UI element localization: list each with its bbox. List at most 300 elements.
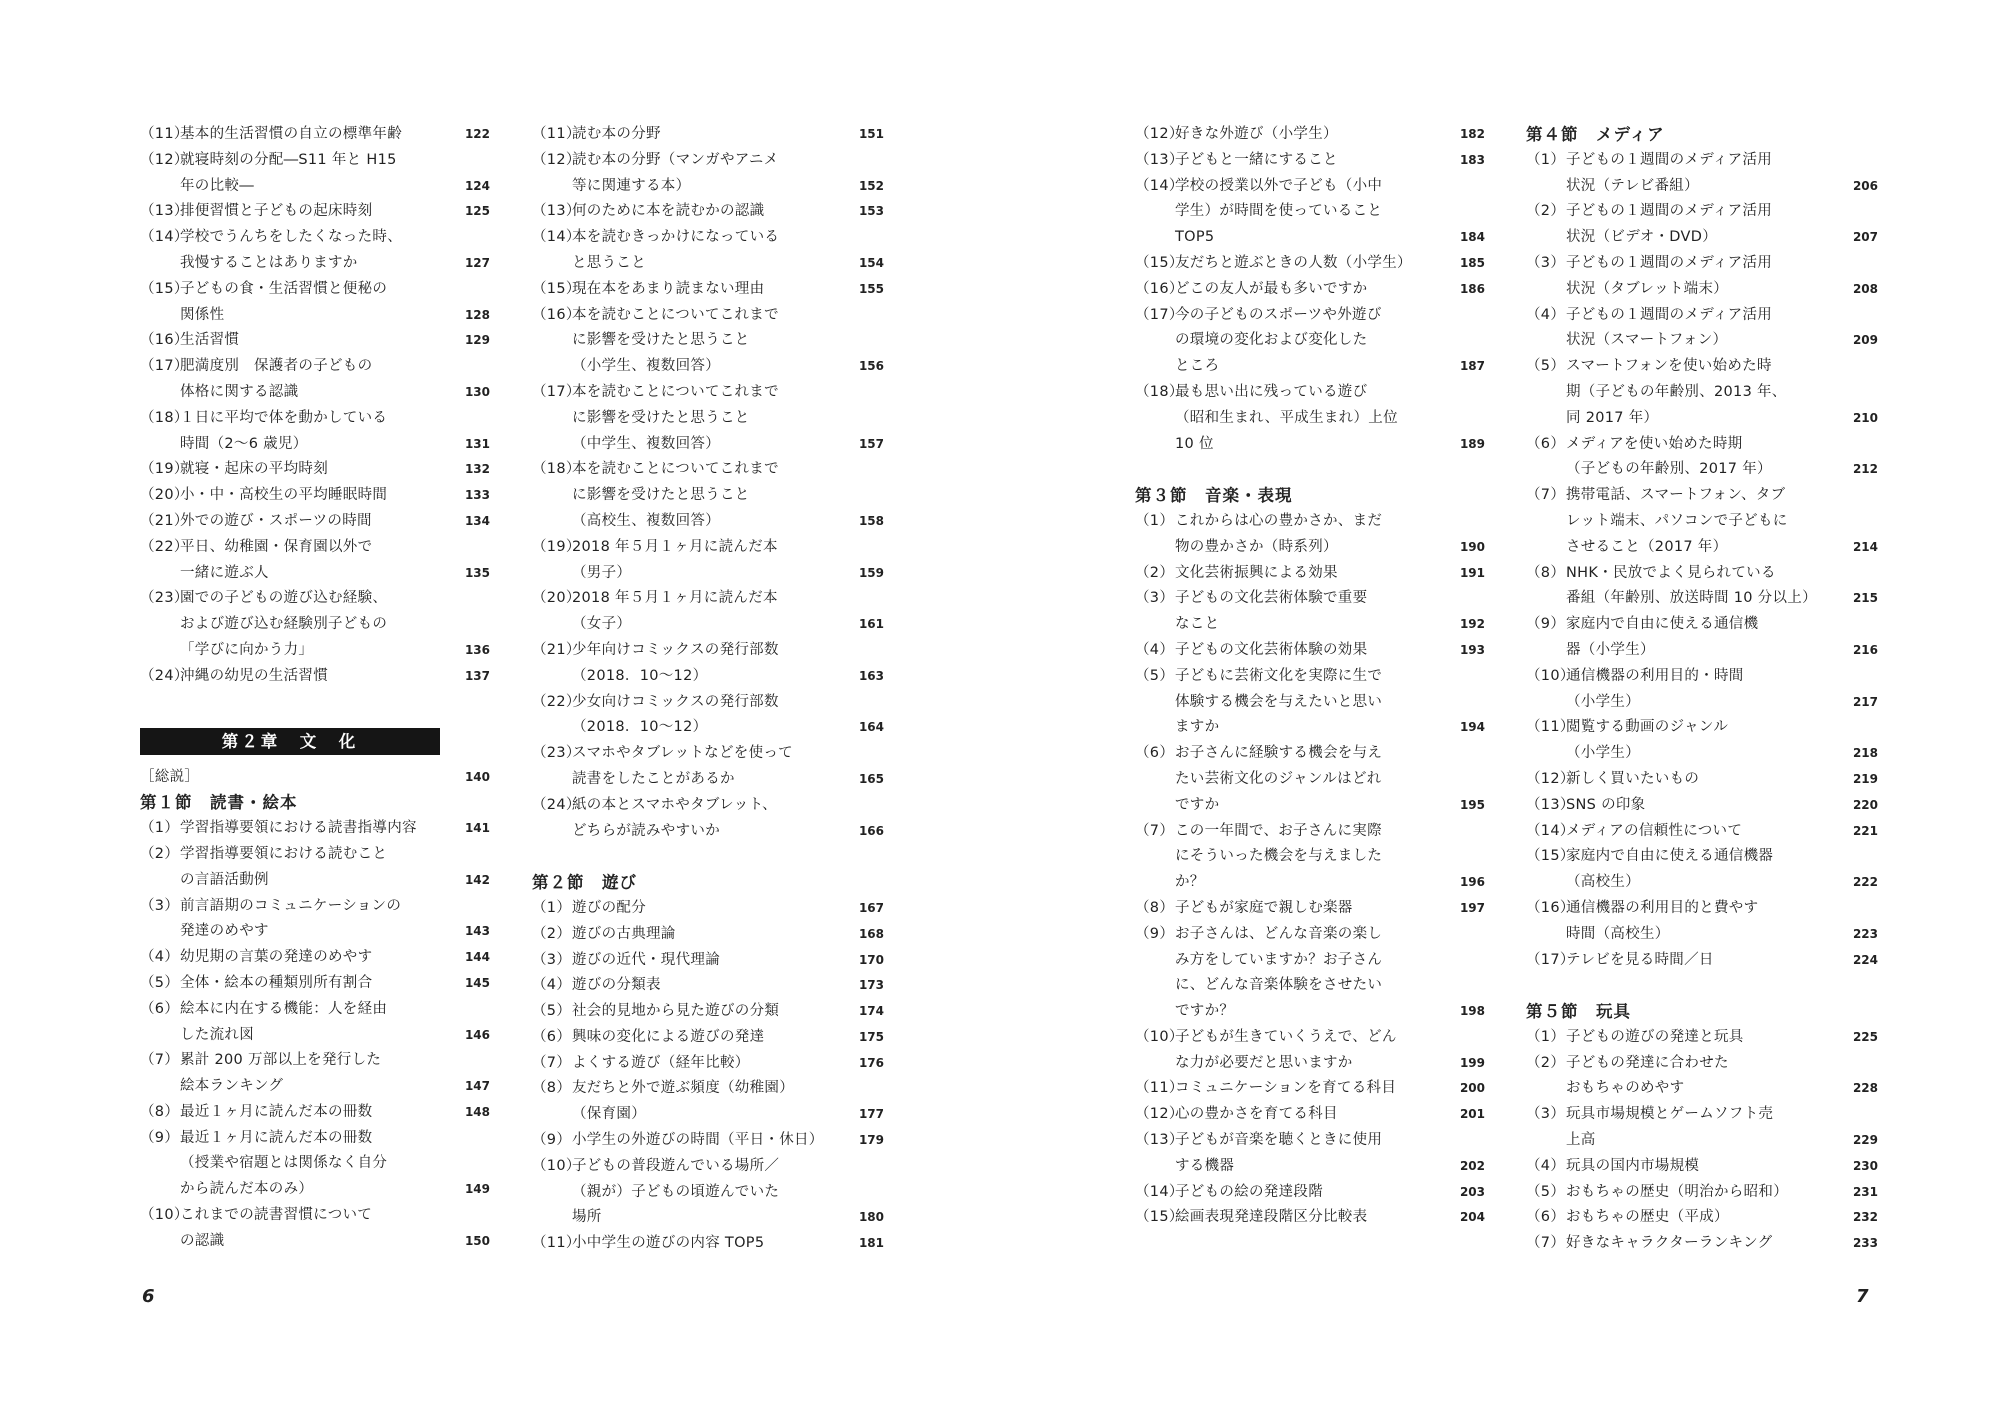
- entry-page-number: 202: [1459, 1158, 1485, 1173]
- entry-title-line: 子どもの１週間のメディア活用: [1566, 306, 1773, 323]
- entry-title-line: 体験する機会を与えたいと思い: [1175, 693, 1383, 710]
- entry-title: [180, 328, 490, 354]
- entry-number: （3）: [532, 951, 572, 968]
- entry-title-line: どこの友人が最も多いですか: [1175, 280, 1368, 297]
- entry-title: [1566, 664, 1878, 716]
- entry-title-line: み方をしていますか？お子さん: [1175, 951, 1383, 968]
- entry-page-number: 208: [1852, 281, 1878, 296]
- entry-title: [180, 945, 490, 971]
- entry-title-line: 子どもの１週間のメディア活用: [1566, 151, 1773, 168]
- index-entry: [1526, 148, 1878, 200]
- entry-page-number: 142: [464, 872, 490, 887]
- entry-title: [1175, 1205, 1485, 1231]
- index-entry: [532, 690, 884, 742]
- entry-page-number: 154: [858, 255, 884, 270]
- entry-title: [180, 535, 490, 587]
- entry-title-line: NHK・民放でよく見られている: [1566, 564, 1776, 581]
- entry-page-number: 183: [1459, 152, 1485, 167]
- entry-number: （9）: [140, 1129, 180, 1146]
- index-entry: [1526, 1102, 1878, 1154]
- entry-number: （10）: [140, 1207, 189, 1224]
- entry-title: [180, 354, 490, 406]
- entry-title: [1175, 122, 1485, 148]
- entry-number: （17）: [140, 358, 189, 375]
- entry-title: [180, 1048, 490, 1100]
- entry-title-line: どちらが読みやすいか: [572, 822, 720, 839]
- entry-title: [1566, 1051, 1878, 1103]
- entry-title-line: 読む本の分野（マンガやアニメ: [572, 151, 779, 168]
- entry-title-line: 絵本に内在する機能：人を経由: [180, 1000, 388, 1017]
- entry-title-line: 子どもが家庭で親しむ楽器: [1175, 899, 1353, 916]
- entry-number: （4）: [1135, 641, 1175, 658]
- entry-number: （3）: [1526, 254, 1566, 271]
- entry-title-line: メディアを使い始めた時期: [1566, 435, 1743, 452]
- index-entry: [532, 741, 884, 793]
- entry-page-number: 189: [1459, 436, 1485, 451]
- entry-title-line: 子どもの絵の発達段階: [1175, 1183, 1323, 1200]
- entry-title-line: （2018．10～12）: [572, 667, 708, 684]
- entry-number: （12）: [1526, 770, 1575, 787]
- entry-page-number: 140: [464, 769, 490, 784]
- index-entry: [140, 765, 490, 791]
- entry-number: （15）: [1135, 254, 1184, 271]
- entry-page-number: 186: [1459, 281, 1485, 296]
- index-entry: [140, 148, 490, 200]
- entry-title-line: 本を読むきっかけになっている: [572, 229, 780, 246]
- index-entry: [140, 277, 490, 329]
- entry-page-number: 201: [1459, 1107, 1485, 1122]
- entry-title-line: 状況（タブレット端末）: [1566, 280, 1729, 297]
- index-entry: [1135, 561, 1485, 587]
- entry-title-line: （高校生、複数回答）: [572, 512, 720, 529]
- entry-title-line: お子さんは、どんな音楽の楽し: [1175, 925, 1383, 942]
- entry-title: [1175, 638, 1485, 664]
- entry-number: （5）: [140, 974, 180, 991]
- entry-title-line: 幼児期の言葉の発達のめやす: [180, 949, 373, 966]
- entry-title-line: 小・中・高校生の平均睡眠時間: [180, 487, 388, 504]
- entry-number: （10）: [1135, 1028, 1184, 1045]
- entry-title-line: の環境の変化および変化した: [1175, 332, 1368, 349]
- entry-page-number: 149: [464, 1182, 490, 1197]
- entry-title: [1175, 277, 1485, 303]
- entry-title-line: 子どもの普段遊んでいる場所／: [572, 1157, 780, 1174]
- entry-number: （18）: [532, 461, 581, 478]
- entry-number: （20）: [532, 590, 581, 607]
- entry-title-line: コミュニケーションを育てる科目: [1175, 1080, 1397, 1097]
- entry-title: [1566, 819, 1878, 845]
- index-entry: [532, 277, 884, 303]
- entry-page-number: 229: [1852, 1133, 1878, 1148]
- index-entry: [140, 457, 490, 483]
- entry-title-line: 好きなキャラクターランキング: [1566, 1235, 1773, 1252]
- entry-number: （15）: [140, 280, 189, 297]
- entry-number: （17）: [1526, 951, 1575, 968]
- entry-title: [1175, 1025, 1485, 1077]
- entry-title-line: 遊びの近代・現代理論: [572, 951, 720, 968]
- entry-number: （6）: [1526, 1209, 1566, 1226]
- index-entry: [532, 1025, 884, 1051]
- entry-title-line: （子どもの年齢別、2017 年）: [1566, 461, 1772, 478]
- entry-number: （2）: [532, 925, 572, 942]
- entry-page-number: 224: [1852, 952, 1878, 967]
- entry-title-line: （親が）子どもの頃遊んでいた: [572, 1183, 780, 1200]
- entry-number: （14）: [1135, 177, 1184, 194]
- entry-title-line: 遊びの分類表: [572, 977, 661, 994]
- entry-title: [572, 535, 884, 587]
- entry-title-line: 一緒に遊ぶ人: [180, 564, 269, 581]
- entry-page-number: 207: [1852, 230, 1878, 245]
- spacer: [532, 844, 884, 870]
- entry-page-number: 134: [464, 513, 490, 528]
- entry-page-number: 199: [1459, 1055, 1485, 1070]
- entry-title: [180, 664, 490, 690]
- entry-number: （5）: [1135, 667, 1175, 684]
- entry-number: （17）: [1135, 306, 1184, 323]
- entry-title: [1175, 664, 1485, 741]
- index-entry: [1526, 612, 1878, 664]
- section-heading: 第１節 読書・絵本: [140, 793, 298, 813]
- index-entry: [140, 586, 490, 663]
- entry-title-line: 体格に関する認識: [180, 383, 299, 400]
- entry-number: （8）: [1526, 564, 1566, 581]
- entry-title: [1566, 844, 1878, 896]
- entry-title-line: 学校でうんちをしたくなった時、: [180, 229, 402, 246]
- entry-page-number: 136: [464, 642, 490, 657]
- entry-title-line: 我慢することはありますか: [180, 254, 358, 271]
- entry-number: （11）: [1135, 1080, 1184, 1097]
- entry-number: （15）: [532, 280, 581, 297]
- entry-title-line: 子どもの文化芸術体験の効果: [1175, 641, 1368, 658]
- entry-title-line: 外での遊び・スポーツの時間: [180, 512, 372, 529]
- entry-number: （11）: [1526, 719, 1575, 736]
- entry-number: （13）: [140, 203, 189, 220]
- entry-title-line: 関係性: [180, 306, 225, 323]
- entry-number: （1）: [1135, 512, 1175, 529]
- entry-title-line: ［総説］: [140, 768, 200, 785]
- entry-title-line: スマホやタブレットなどを使って: [572, 745, 793, 762]
- entry-page-number: 214: [1852, 539, 1878, 554]
- entry-page-number: 151: [858, 127, 884, 141]
- index-entry: [532, 896, 884, 922]
- entry-title: [572, 793, 884, 845]
- entry-title: [180, 997, 490, 1049]
- entry-title-line: 状況（テレビ番組）: [1566, 177, 1699, 194]
- index-entry: [532, 1154, 884, 1231]
- entry-number: （12）: [532, 151, 581, 168]
- entry-title-line: 本を読むことについてこれまで: [572, 306, 779, 323]
- index-entry: [1135, 1102, 1485, 1128]
- index-entry: [1135, 1205, 1485, 1231]
- entry-number: （11）: [532, 126, 581, 142]
- entry-title: [1566, 561, 1878, 613]
- entry-title: [572, 999, 884, 1025]
- entry-page-number: 190: [1459, 539, 1485, 554]
- entry-number: （12）: [1135, 1106, 1184, 1123]
- entry-page-number: 206: [1852, 178, 1878, 193]
- index-entry: [140, 509, 490, 535]
- entry-title-line: 本を読むことについてこれまで: [572, 383, 779, 400]
- index-entry: [1526, 715, 1878, 767]
- entry-title-line: 「学びに向かう力」: [180, 641, 314, 658]
- entry-title-line: 通信機器の利用目的と費やす: [1566, 899, 1759, 916]
- entry-page-number: 129: [464, 333, 490, 348]
- entry-page-number: 222: [1852, 875, 1878, 890]
- index-entry: [1135, 122, 1485, 148]
- entry-title-line: （小学生、複数回答）: [572, 358, 720, 375]
- entry-title-line: おもちゃのめやす: [1566, 1080, 1685, 1097]
- entry-title: [1566, 354, 1878, 431]
- entry-title-line: 興味の変化による遊びの発達: [572, 1028, 765, 1045]
- spacer: [140, 690, 490, 720]
- entry-number: （8）: [532, 1080, 572, 1097]
- index-entry: [1526, 1051, 1878, 1103]
- entry-title: [572, 457, 884, 534]
- entry-title-line: 小学生の外遊びの時間（平日・休日）: [572, 1132, 824, 1149]
- index-entry: [140, 354, 490, 406]
- entry-title: [1566, 1102, 1878, 1154]
- entry-title-line: おもちゃの歴史（平成）: [1566, 1209, 1729, 1226]
- entry-title: [1566, 1154, 1878, 1180]
- index-entry: [140, 199, 490, 225]
- entry-title-line: （昭和生まれ、平成生まれ）上位: [1175, 409, 1398, 426]
- entry-title-line: 少女向けコミックスの発行部数: [572, 693, 779, 710]
- entry-page-number: 135: [464, 565, 490, 580]
- entry-title-line: ですか？: [1175, 1003, 1235, 1020]
- entry-number: （18）: [1135, 383, 1184, 400]
- entry-number: （13）: [1135, 1132, 1184, 1149]
- entry-title-line: 状況（ビデオ・DVD）: [1566, 229, 1718, 246]
- entry-title-line: 子どもが生きていくうえで、どん: [1175, 1028, 1397, 1045]
- index-entry: [532, 303, 884, 380]
- entry-page-number: 191: [1459, 565, 1485, 580]
- entry-title-line: この一年間で、お子さんに実際: [1175, 822, 1382, 839]
- entry-number: （22）: [140, 538, 189, 555]
- entry-number: （18）: [140, 409, 189, 426]
- entry-number: （23）: [532, 745, 581, 762]
- entry-title: [1566, 1231, 1878, 1257]
- entry-number: （5）: [1526, 1183, 1566, 1200]
- entry-title: [572, 638, 884, 690]
- entry-title-line: 本を読むことについてこれまで: [572, 461, 779, 478]
- entry-title-line: 器（小学生）: [1566, 641, 1655, 658]
- entry-number: （14）: [140, 229, 189, 246]
- entry-number: （13）: [1526, 796, 1575, 813]
- index-entry: [1135, 509, 1485, 561]
- entry-title: [572, 225, 884, 277]
- entry-title-line: 時間（2～6 歳児）: [180, 435, 308, 452]
- index-entry: [1135, 251, 1485, 277]
- index-entry: [1135, 1076, 1485, 1102]
- entry-title: [1175, 251, 1485, 277]
- entry-title: [1566, 1180, 1878, 1206]
- entry-number: （4）: [1526, 306, 1566, 323]
- entry-title: [572, 1051, 884, 1077]
- entry-title: [1175, 509, 1485, 561]
- entry-title-line: 携帯電話、スマートフォン、タブ: [1566, 487, 1786, 504]
- index-entry: [1526, 1205, 1878, 1231]
- entry-page-number: 125: [464, 204, 490, 219]
- entry-page-number: 193: [1459, 642, 1485, 657]
- entry-title-line: 時間（高校生）: [1566, 925, 1670, 942]
- index-entry: [1526, 1180, 1878, 1206]
- index-entry: [532, 1051, 884, 1077]
- entry-title-line: 閲覧する動画のジャンル: [1566, 719, 1729, 736]
- entry-title-line: 絵画表現発達段階区分比較表: [1175, 1209, 1368, 1226]
- entry-title-line: 生活習慣: [180, 332, 240, 349]
- entry-page-number: 220: [1852, 797, 1878, 812]
- index-column-1: [140, 122, 490, 1255]
- entry-page-number: 150: [464, 1233, 490, 1248]
- entry-title-line: 10 位: [1175, 435, 1214, 452]
- entry-number: （10）: [1526, 667, 1575, 684]
- index-entry: [532, 999, 884, 1025]
- entry-title-line: 排便習慣と子どもの起床時刻: [180, 203, 373, 220]
- entry-page-number: 173: [858, 978, 884, 993]
- entry-number: （24）: [140, 667, 189, 684]
- entry-title: [1175, 922, 1485, 1025]
- index-entry: [1135, 1025, 1485, 1077]
- entry-number: （8）: [1135, 899, 1175, 916]
- entry-title-line: 番組（年齢別、放送時間 10 分以上）: [1566, 590, 1817, 607]
- entry-page-number: 200: [1459, 1081, 1485, 1096]
- index-entry: [1135, 638, 1485, 664]
- entry-page-number: 170: [858, 952, 884, 967]
- index-entry: [1526, 1231, 1878, 1257]
- entry-title-line: と思うこと: [572, 254, 646, 271]
- index-entry: [532, 586, 884, 638]
- index-entry: [140, 1203, 490, 1255]
- entry-title-line: （男子）: [572, 564, 632, 581]
- index-entry: [532, 380, 884, 457]
- entry-title: [180, 483, 490, 509]
- entry-title: [180, 406, 490, 458]
- entry-number: （23）: [140, 590, 189, 607]
- entry-title-line: 読書をしたことがあるか: [572, 770, 735, 787]
- entry-number: （19）: [140, 461, 189, 478]
- entry-title-line: （小学生）: [1566, 693, 1640, 710]
- entry-page-number: 225: [1852, 1029, 1878, 1044]
- entry-title: [572, 741, 884, 793]
- entry-title-line: これまでの読書習慣について: [180, 1207, 373, 1224]
- entry-number: （3）: [1526, 1106, 1566, 1123]
- entry-title-line: 等に関連する本）: [572, 177, 691, 194]
- entry-number: （16）: [1135, 280, 1184, 297]
- entry-title-line: 平日、幼稚園・保育園以外で: [180, 538, 373, 555]
- entry-title-line: 少年向けコミックスの発行部数: [572, 641, 779, 658]
- index-entry: [1526, 354, 1878, 431]
- entry-title-line: 文化芸術振興による効果: [1175, 564, 1338, 581]
- entry-title-line: 子どもの食・生活習慣と便秘の: [180, 280, 388, 297]
- entry-title-line: 学生）が時間を使っていること: [1175, 203, 1383, 220]
- entry-title-line: 沖縄の幼児の生活習慣: [180, 667, 328, 684]
- entry-page-number: 217: [1852, 694, 1878, 709]
- entry-title: [1566, 148, 1878, 200]
- entry-number: （6）: [1526, 435, 1566, 452]
- page-number-right: 7: [1856, 1286, 1869, 1307]
- entry-page-number: 157: [858, 436, 884, 451]
- entry-number: （11）: [532, 1235, 581, 1252]
- page-number-left: 6: [142, 1286, 155, 1307]
- entry-page-number: 143: [464, 924, 490, 939]
- entry-number: （22）: [532, 693, 581, 710]
- entry-number: （14）: [532, 229, 581, 246]
- entry-title-line: 期（子どもの年齢別、2013 年、: [1566, 383, 1787, 400]
- entry-page-number: 152: [858, 178, 884, 193]
- index-entry: [1135, 896, 1485, 922]
- index-entry: [1526, 793, 1878, 819]
- index-entry: [1526, 199, 1878, 251]
- entry-title-line: （授業や宿題とは関係なく自分: [180, 1155, 388, 1172]
- entry-page-number: 167: [858, 900, 884, 915]
- entry-page-number: 232: [1852, 1210, 1878, 1225]
- entry-page-number: 223: [1852, 926, 1878, 941]
- entry-page-number: 137: [464, 668, 490, 683]
- entry-page-number: 130: [464, 384, 490, 399]
- entry-title-line: 子どもの発達に合わせた: [1566, 1054, 1729, 1071]
- entry-title-line: 子どもの１週間のメディア活用: [1566, 203, 1773, 220]
- entry-page-number: 182: [1459, 127, 1485, 141]
- entry-title: [1175, 741, 1485, 818]
- entry-number: （21）: [140, 512, 189, 529]
- index-entry: [1135, 922, 1485, 1025]
- entry-number: （2）: [1526, 203, 1566, 220]
- entry-page-number: 132: [464, 462, 490, 477]
- entry-title: [1566, 251, 1878, 303]
- index-entry: [532, 535, 884, 587]
- entry-title-line: （中学生、複数回答）: [572, 435, 720, 452]
- entry-page-number: 195: [1459, 797, 1485, 812]
- entry-page-number: 180: [858, 1210, 884, 1225]
- entry-page-number: 168: [858, 926, 884, 941]
- entry-title: [572, 922, 884, 948]
- entry-title-line: これからは心の豊かさか、まだ: [1175, 512, 1383, 529]
- entry-number: （1）: [1526, 151, 1566, 168]
- entry-title: [180, 225, 490, 277]
- entry-title: [572, 1076, 884, 1128]
- index-entry: [1526, 432, 1878, 484]
- index-entry: [1135, 586, 1485, 638]
- entry-title: [1175, 1128, 1485, 1180]
- entry-number: （1）: [1526, 1028, 1566, 1045]
- entry-title-line: 学習指導要領における読書指導内容: [180, 820, 417, 837]
- entry-title-line: なこと: [1175, 616, 1220, 633]
- entry-title: [572, 896, 884, 922]
- index-entry: [1526, 251, 1878, 303]
- entry-title-line: 肥満度別 保護者の子どもの: [180, 358, 373, 375]
- entry-page-number: 174: [858, 1004, 884, 1019]
- entry-title-line: 新しく買いたいもの: [1566, 770, 1700, 787]
- entry-title: [1566, 1025, 1878, 1051]
- index-column-4: [1526, 122, 1878, 1257]
- entry-page-number: 230: [1852, 1158, 1878, 1173]
- entry-title-line: 子どもの文化芸術体験で重要: [1175, 590, 1368, 607]
- entry-page-number: 221: [1852, 823, 1878, 838]
- index-entry: [140, 971, 490, 997]
- entry-page-number: 228: [1852, 1081, 1878, 1096]
- entry-title-line: 場所: [572, 1209, 602, 1226]
- entry-page-number: 194: [1459, 720, 1485, 735]
- entry-title: [1175, 303, 1485, 380]
- entry-page-number: 161: [858, 617, 884, 632]
- entry-title: [180, 971, 490, 997]
- index-entry: [532, 1076, 884, 1128]
- entry-number: （6）: [1135, 745, 1175, 762]
- entry-number: （2）: [1135, 564, 1175, 581]
- index-entry: [1526, 896, 1878, 948]
- entry-number: （5）: [1526, 358, 1566, 375]
- entry-title-line: テレビを見る時間／日: [1566, 951, 1714, 968]
- entry-page-number: 187: [1459, 359, 1485, 374]
